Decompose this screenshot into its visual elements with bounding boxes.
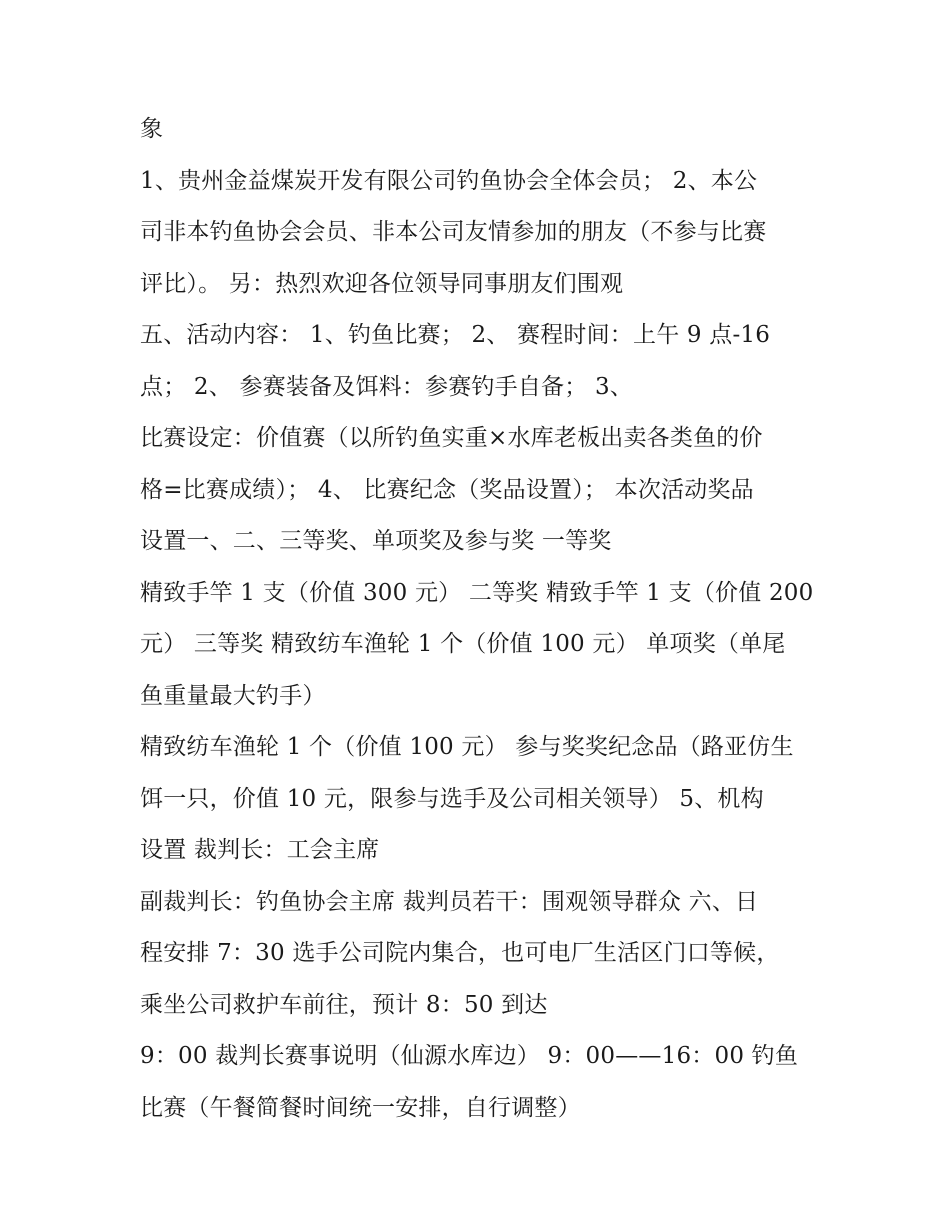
text-line: 精致手竿 1 支（价值 300 元） 二等奖 精致手竿 1 支（价值 200 xyxy=(140,579,814,606)
text-line: 乘坐公司救护车前往，预计 8：50 到达 xyxy=(140,991,548,1018)
text-line: 元） 三等奖 精致纺车渔轮 1 个（价值 100 元） 单项奖（单尾 xyxy=(140,631,786,657)
text-line: 设置 裁判长：工会主席 xyxy=(140,837,380,863)
text-line: 副裁判长：钓鱼协会主席 裁判员若干：围观领导群众 六、日 xyxy=(140,888,759,915)
text-line: 格=比赛成绩）； 4、 比赛纪念（奖品设置）； 本次活动奖品 xyxy=(140,476,754,503)
text-line: 象 xyxy=(140,116,164,142)
text-line: 饵一只，价值 10 元，限参与选手及公司相关领导） 5、机构 xyxy=(140,785,764,812)
text-line: 点； 2、 参赛装备及饵料：参赛钓手自备； 3、 xyxy=(140,373,633,400)
text-line: 评比）。 另：热烈欢迎各位领导同事朋友们围观 xyxy=(140,270,624,297)
text-line: 精致纺车渔轮 1 个（价值 100 元） 参与奖奖纪念品（路亚仿生 xyxy=(140,734,794,760)
text-line: 五、活动内容： 1、钓鱼比赛； 2、 赛程时间：上午 9 点-16 xyxy=(140,322,771,348)
text-line: 程安排 7：30 选手公司院内集合，也可电厂生活区门口等候， xyxy=(140,940,780,966)
text-line: 比赛设定：价值赛（以所钓鱼实重×水库老板出卖各类鱼的价 xyxy=(140,425,763,451)
text-line: 9：00 裁判长赛事说明（仙源水库边） 9：00——16：00 钓鱼 xyxy=(140,1043,799,1069)
text-line: 1、贵州金益煤炭开发有限公司钓鱼协会全体会员； 2、本公 xyxy=(140,167,758,194)
text-line: 设置一、二、三等奖、单项奖及参与奖 一等奖 xyxy=(140,528,612,554)
document-body xyxy=(140,104,830,1134)
text-line: 司非本钓鱼协会会员、非本公司友情参加的朋友（不参与比赛 xyxy=(140,219,767,245)
text-line: 鱼重量最大钓手） xyxy=(140,682,326,709)
text-line: 比赛（午餐简餐时间统一安排，自行调整） xyxy=(140,1094,581,1121)
